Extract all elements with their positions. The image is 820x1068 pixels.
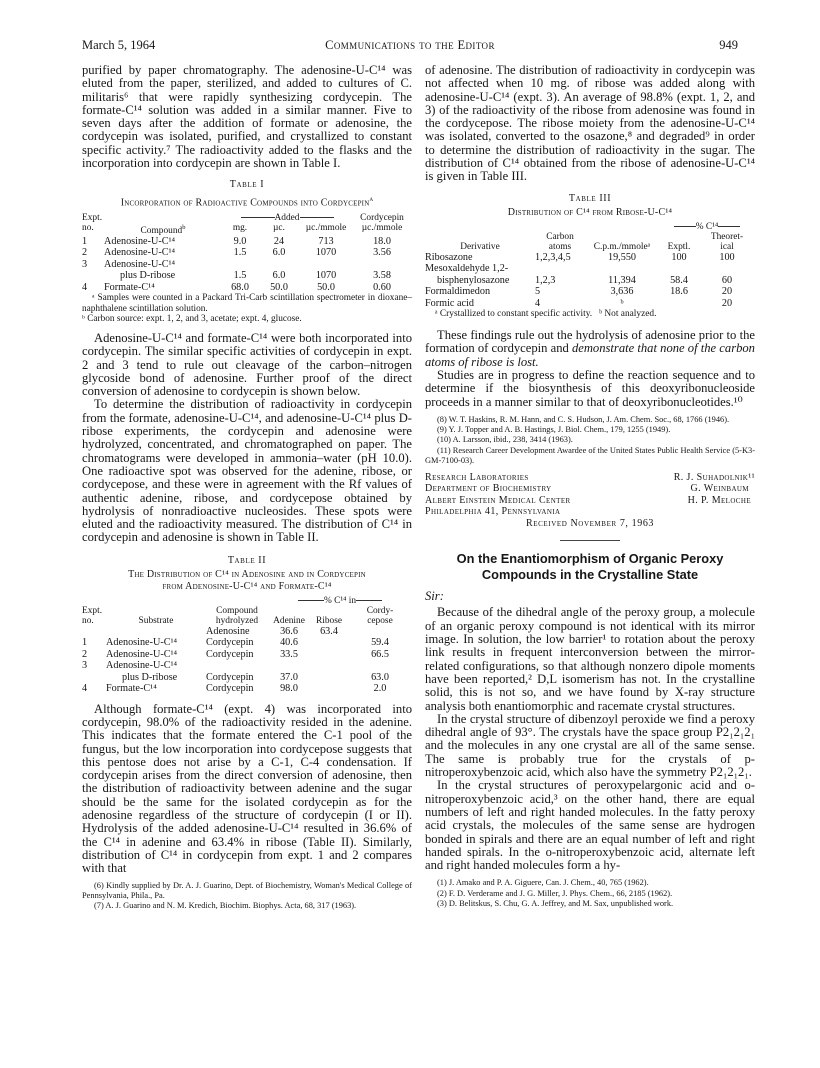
table-title: The Distribution of C¹⁴ in Adenosine and in Cordycepin from Adenosine-U-C¹⁴ and Formate-C¹⁴ [128,568,366,592]
footnote: (11) Research Career Development Awardee of the United States Public Health Service (5-K3-GM-7100-03). [425,445,755,465]
salutation: Sir: [425,589,444,604]
footnotes [82,881,412,912]
paragraph: To determine the distribution of radioactivity in cordycepin from the formate, adenosine-U-C¹⁴, and adenosine-U-C¹⁴ plus D-ribose experiments, the cordycepin and adenosine were hydrolyzed, concentrated, and chromatographed on paper. The chromatograms were developed in ammonia–water (pH 10.0). One radioactive spot was observed for the adenine, ribose, or cordycepose, and these were in agreement with the Rf values of authentic adenine, ribose, and cordycepose obtained by hydrolysis of nonradioactive nucleosides. These spots were eluted and the radioactivity measured. The distribution of C¹⁴ in cordycepin and adenosine is shown in Table II. [82,397,412,545]
col-header: atoms [548,241,572,252]
col-header: Expt. [82,212,103,223]
table-footnote: ᵃ Crystallized to constant specific activity. ᵇ Not analyzed. [435,309,657,320]
col-header-span: % C¹⁴ in [268,596,412,606]
section-divider [560,540,620,541]
table-row: 2 Adenosine-U-C¹⁴ Cordycepin 33.5 66.5 [82,648,389,660]
author-name: H. P. Meloche [687,494,751,506]
data-table-3 [425,222,755,310]
col-header: µc. [273,222,285,233]
col-header: Cordycepin [360,212,404,223]
table-row: 4 Formate-C¹⁴ Cordycepin 98.0 2.0 [82,683,387,695]
running-header [82,38,738,56]
col-header-span: % C¹⁴ [659,222,755,232]
table-row: 4 Formate-C¹⁴ 68.0 50.0 50.0 0.60 [82,281,391,293]
col-header: µc./mmole [305,222,347,233]
col-header: no. [82,222,94,233]
col-header: Adenine [273,615,305,626]
data-table-2 [82,596,412,695]
paragraph: Studies are in progress to define the reaction sequence and to determine if the biosynthesis of this deoxyribonucleoside proceeds in a manner similar to that of deoxyribonucleotides.¹⁰ [425,368,755,409]
data-table-1 [82,213,412,294]
footnotes [425,878,755,909]
col-header: C.p.m./mmoleᵃ [593,241,651,252]
col-header: Compound [216,605,258,616]
col-header: mg. [232,222,248,233]
right-column [425,64,755,909]
footnote: (1) J. Amako and P. A. Giguere, Can. J. Chem., 40, 765 (1962). [437,878,649,888]
footnote: (6) Kindly supplied by Dr. A. J. Guarino, Dept. of Biochemistry, Woman's Medical College of Pennsylvania, Phila., Pa. [82,880,412,900]
col-header: cepose [367,615,393,626]
table-row: Ribosazone 1,2,3,4,5 19,550 100 100 [425,251,735,263]
table-row: 1 Adenosine-U-C¹⁴ Cordycepin 40.6 59.4 [82,637,389,649]
paragraph: Although formate-C¹⁴ (expt. 4) was incorporated into cordycepin, 98.0% of the radioactivity resided in the adenine. This indicates that the formate entered the C-1 pool of the fungus, but the low incorporation into cordycepose suggests that this pentose does not arise by a C-1, C-4 condensation. If cordycepin arises from the direct conversion of adenosine, then the distribution of radioactivity between adenine and the sugar should be the same for the isolated cordycepin as for the adenosine regardless of the structure of cordycepin (I or II). Hydrolysis of the added adenosine-U-C¹⁴ resulted in 36.6% of the C¹⁴ in adenine and 63.4% in ribose (Table II). Similarly, distribution of C¹⁴ in cordycepin from expt. 1 and 2 compares with that [82,701,412,876]
table-row: 3 Adenosine-U-C¹⁴ [82,258,176,270]
paragraph: purified by paper chromatography. The adenosine-U-C¹⁴ was eluted from the paper, sterilized, and added to cultures of C. militaris⁶ that were rapidly synthesizing cordycepin. The formate-C¹⁴ solution was added in a similar manner. Five to seven days after the addition of formate or adenosine, the cordycepin was isolated, purified, and crystallized to constant specific activity.⁷ The radioactivity added to the flasks and the incorporation into cordycepin are shown in Table I. [82,63,412,171]
footnote: (9) Y. J. Topper and A. B. Hastings, J. Biol. Chem., 179, 1255 (1949). [437,425,671,435]
col-header: hydrolyzed [215,615,259,626]
paragraph: In the crystal structure of dibenzoyl peroxide we find a peroxy dihedral angle of 93°. The crystals have the space group P2₁2₁2₁ and the molecules in any one crystal are all of the same sense. The same is probably true for the crystals of p-nitroperoxybenzoic acid, which also have the symmetry P2₁2₁2₁. [425,711,755,780]
footnote: (2) F. D. Verderame and J. G. Miller, J. Phys. Chem., 66, 2185 (1962). [437,888,673,898]
paragraph: Adenosine-U-C¹⁴ and formate-C¹⁴ were both incorporated into cordycepin. The similar specific activities of cordycepin in expt. 2 and 3 tend to rule out cleavage of the carbon–nitrogen glycoside bond of adenosine. Further proof of the direct conversion of adenosine to cordycepin is shown below. [82,330,412,399]
table-row: plus D-ribose 1.5 6.0 1070 3.58 [120,270,391,282]
footnote: (3) D. Belitskus, S. Chu, G. A. Jeffrey, and M. Sax, unpublished work. [437,898,674,908]
received-date: Received November 7, 1963 [525,518,655,530]
footnote: (10) A. Larsson, ibid., 238, 3414 (1963). [437,435,573,445]
table-row: 1 Adenosine-U-C¹⁴ 9.0 24 713 18.0 [82,235,391,247]
author-name: G. Weinbaum [690,483,749,495]
table-row: Mesoxaldehyde 1,2- [425,263,509,275]
table-row: plus D-ribose Cordycepin 37.0 63.0 [122,671,389,683]
table-footnote: ᵃ Samples were counted in a Packard Tri-Carb scintillation spectrometer in dioxane–naphthalene scintillation solution. [82,293,412,314]
header-date: March 5, 1964 [82,38,156,52]
table-row: Formic acid 4 ᵇ 20 [425,297,733,309]
col-header: Theoret- [710,231,744,242]
col-header: µc./mmole [361,222,403,233]
table-row: 3 Adenosine-U-C¹⁴ [82,660,178,672]
table-row: Formaldimedon 5 3,636 18.6 20 [425,286,733,298]
paragraph: of adenosine. The distribution of radioactivity in cordycepin was not affected when 10 mg. of ribose was added along with adenosine-U-C¹⁴ (expt. 3). An average of 98.8% (expt. 1, 2, and 3) of the radioactivity of the ribose from adenosine was found in the cordycepose. The ribose moiety from the adenosine-U-C¹⁴ was isolated, converted to the osazone,⁸ and degraded⁹ in order to determine the distribution of radioactivity in the sugar. The distribution of C¹⁴ obtained from the ribose of adenosine-U-C¹⁴ is given in Table III. [425,63,755,184]
table-footnote: ᵇ Carbon source: expt. 1, 2, and 3, acetate; expt. 4, glucose. [82,313,302,324]
col-header: Compound$^b$ [140,223,186,236]
footnote: (8) W. T. Haskins, R. M. Hann, and C. S. Hudson, J. Am. Chem. Soc., 68, 1766 (1946). [437,414,730,424]
paragraph: In the crystal structures of peroxypelargonic acid and o-nitroperoxybenzoic acid,³ on the other hand, there are equal numbers of left and right handed molecules. In the fatty peroxy acid crystals, the molecules of the same sense are hydrogen bonded in spirals and there are an equal number of left and right handed spirals. In the o-nitroperoxybenzoic acid, alternate left and right handed molecules form a hy- [425,778,755,873]
col-header-span: Added [222,213,352,223]
col-header: Cordy- [366,605,394,616]
col-header: Substrate [138,615,174,626]
header-page-number: 949 [719,38,738,52]
col-header: Expt. [82,605,103,616]
author-affiliation: Research Laboratories R. J. Suhadolnik¹¹ Department of Biochemistry G. Weinbaum Albert Einstein Medical Center H. P. Meloche Philadelphia 41, Pennsylvania [425,471,755,517]
paragraph: These findings rule out the hydrolysis of adenosine prior to the formation of cordycepin and demonstrate that none of the carbon atoms of ribose is lost. [425,328,755,369]
col-header: ical [720,241,734,252]
table-title: Distribution of C¹⁴ from Ribose-U-C¹⁴ [507,206,673,218]
col-header: Ribose [315,615,343,626]
footnotes [425,415,755,466]
table-label: Table I [229,179,265,191]
paragraph: Because of the dihedral angle of the peroxy group, a molecule of an organic peroxy compound is not identical with its mirror image. In solution, the low barrier¹ to rotation about the peroxy link results in frequent interconversion between the mirror-related configurations, so that although nonzero dipole moments have been reported,² D,L isomerism has not. In the crystalline solid, this is not so, and we have found by X-ray structure analysis both enantiomorphic and racemate crystal structures. [425,605,755,713]
table-title: Incorporation of Radioactive Compounds into Cordycepin$^a$ [120,195,374,209]
col-header: Carbon [546,231,574,242]
table-row: bisphenylosazone 1,2,3 11,394 58.4 60 [437,274,733,286]
header-journal: Communications to the Editor [325,38,495,52]
table-row: Adenosine 36.6 63.4 [206,625,338,637]
col-header: Exptl. [667,241,691,252]
author-name: R. J. Suhadolnik¹¹ [673,471,755,483]
table-row: 2 Adenosine-U-C¹⁴ 1.5 6.0 1070 3.56 [82,247,391,259]
footnote: (7) A. J. Guarino and N. M. Kredich, Biochim. Biophys. Acta, 68, 317 (1963). [94,900,357,910]
col-header: no. [82,615,94,626]
table-label: Table III [568,192,612,204]
table-label: Table II [227,554,267,566]
col-header: Derivative [460,241,500,252]
left-column [82,64,412,911]
article-title: On the Enantiomorphism of Organic Peroxy Compounds in the Crystalline State [456,551,724,582]
